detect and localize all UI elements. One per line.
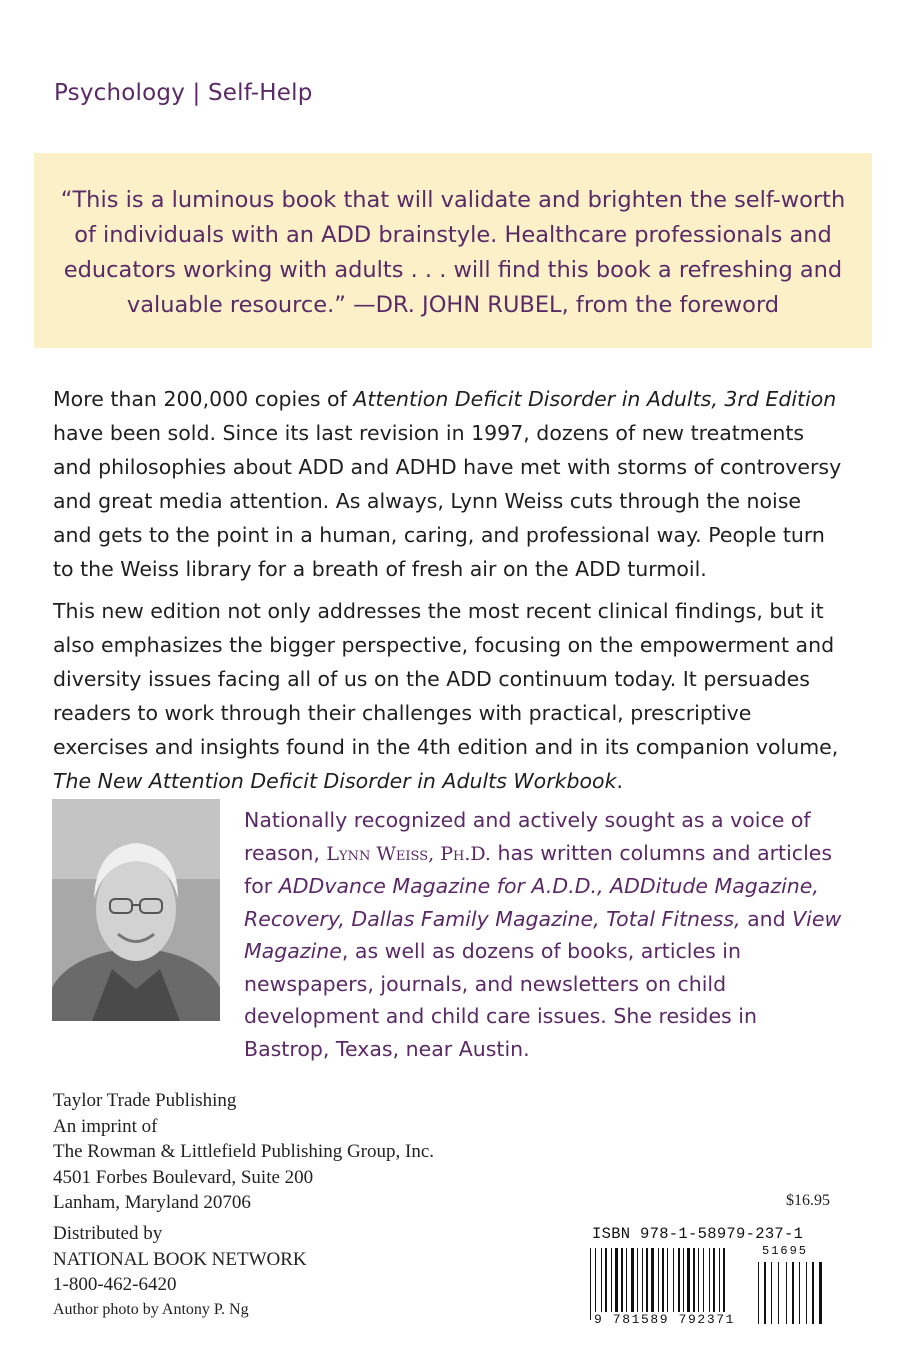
barcode-bar [601, 1248, 602, 1320]
barcode-bar [719, 1248, 720, 1320]
p2-text-end: . [616, 769, 624, 793]
barcode-bar [631, 1248, 634, 1320]
author-bio [244, 804, 844, 1065]
price-barcode-bar [771, 1262, 772, 1324]
p2-text-start: This new edition not only addresses the most recent clinical findings, but it also emphasizes the bigger perspective, focusing on the empowerment and diversity issues facing all of us on the ADD continuum today. It persuades readers to work through their challenges with practical, prescriptive exercises and insights found in the 4th edition and in its companion volume, [53, 599, 839, 759]
bio-text-1: Nationally recognized and actively sought as a voice of reason, [244, 808, 811, 865]
price-barcode-bar [806, 1262, 807, 1324]
publisher-line-5: Lanham, Maryland 20706 [53, 1192, 251, 1213]
publisher-info [53, 1088, 434, 1216]
barcode-bar [667, 1248, 668, 1320]
barcode-bar [698, 1248, 699, 1320]
p1-text-start: More than 200,000 copies of [53, 387, 354, 411]
bio-magazines-2: View Magazine [244, 906, 842, 963]
publisher-line-3: The Rowman & Littlefield Publishing Group, Inc. [53, 1141, 435, 1162]
price-code-digits: 51695 [762, 1244, 809, 1258]
barcode-bar [673, 1248, 674, 1320]
barcode-bar [626, 1248, 627, 1320]
price-barcode-bar [792, 1262, 794, 1324]
bio-text-3: and [740, 906, 793, 931]
price-barcode-bar [819, 1262, 822, 1324]
category-label: Psychology | Self-Help [54, 80, 313, 106]
price-barcode-bar [799, 1262, 800, 1324]
description-paragraph-1 [53, 382, 843, 586]
barcode-bar [709, 1248, 710, 1320]
barcode-bar [621, 1248, 623, 1320]
publisher-line-4: 4501 Forbes Boulevard, Suite 200 [53, 1166, 314, 1188]
barcode-bar [651, 1248, 654, 1320]
price-barcode-bar [786, 1262, 787, 1324]
author-photo [52, 799, 220, 1021]
barcode-bar [595, 1248, 596, 1320]
bio-text-2: has written columns and articles for [244, 840, 833, 898]
barcode-bar [723, 1248, 725, 1320]
distribution-line-2: NATIONAL BOOK NETWORK [53, 1248, 307, 1270]
distribution-line-3: 1-800-462-6420 [53, 1274, 177, 1295]
barcode-bar [658, 1248, 659, 1320]
p1-text-rest: have been sold. Since its last revision in 1997, dozens of new treatments and philosophies about ADD and ADHD have met with storms of controversy and great media attention. As always, Lynn Weiss cuts through the noise and gets to the point in a human, caring, and professional way. People turn to the Weiss library for a breath of fresh air on the ADD turmoil. [53, 421, 842, 581]
price-barcode-bar [764, 1262, 766, 1324]
barcode-bar [678, 1248, 680, 1320]
description-paragraph-2 [53, 594, 843, 798]
p1-book-title: Attention Deficit Disorder in Adults, 3rd Edition [353, 387, 837, 411]
publisher-line-2: An imprint of [53, 1115, 158, 1137]
publisher-line-1: Taylor Trade Publishing [53, 1090, 237, 1111]
isbn-label: ISBN 978-1-58979-237-1 [592, 1225, 804, 1243]
barcode-bar [646, 1248, 648, 1320]
photo-credit: Author photo by Antony P. Ng [53, 1301, 249, 1318]
bio-magazines-1: ADDvance Magazine for A.D.D., ADDitude Magazine, Recovery, Dallas Family Magazine, Total Fitness, [244, 874, 819, 931]
barcode-bar [693, 1248, 695, 1320]
barcode-bar [637, 1248, 638, 1320]
author-portrait-image [52, 799, 220, 1021]
distribution-info [53, 1221, 307, 1298]
price-barcode-bar [778, 1262, 779, 1324]
bio-text-4: , as well as dozens of books, articles in newspapers, journals, and newsletters on child development and child care issues. She resides in Bastrop, Texas, near Austin. [244, 939, 757, 1061]
barcode-bar [703, 1248, 704, 1320]
barcode-bar [662, 1248, 664, 1320]
barcode-bar [615, 1248, 618, 1320]
author-name: Lynn Weiss, Ph.D. [326, 842, 491, 865]
distribution-line-1: Distributed by [53, 1223, 163, 1244]
endorsement-quote: “This is a luminous book that will validate and brighten the self-worth of individuals with an ADD brainstyle. Healthcare professionals and educators working with adults . . . will find this book a refreshing and valuable resource.” —DR. JOHN RUBEL, from the foreword [60, 187, 846, 318]
barcode-bar [590, 1248, 591, 1320]
barcode-digits: 9 781589 792371 [594, 1312, 736, 1327]
barcode-bar [687, 1248, 690, 1320]
p2-workbook-title: The New Attention Deficit Disorder in Adults Workbook [53, 769, 617, 793]
barcode-bar [611, 1248, 612, 1320]
barcode-bar [713, 1248, 715, 1320]
barcode-bar [605, 1248, 607, 1320]
price-label: $16.95 [786, 1192, 830, 1209]
price-barcode-bar [812, 1262, 814, 1324]
endorsement-box [34, 153, 872, 348]
barcode-bar [642, 1248, 643, 1320]
barcode-bar [683, 1248, 684, 1320]
price-barcode-bar [758, 1262, 759, 1324]
